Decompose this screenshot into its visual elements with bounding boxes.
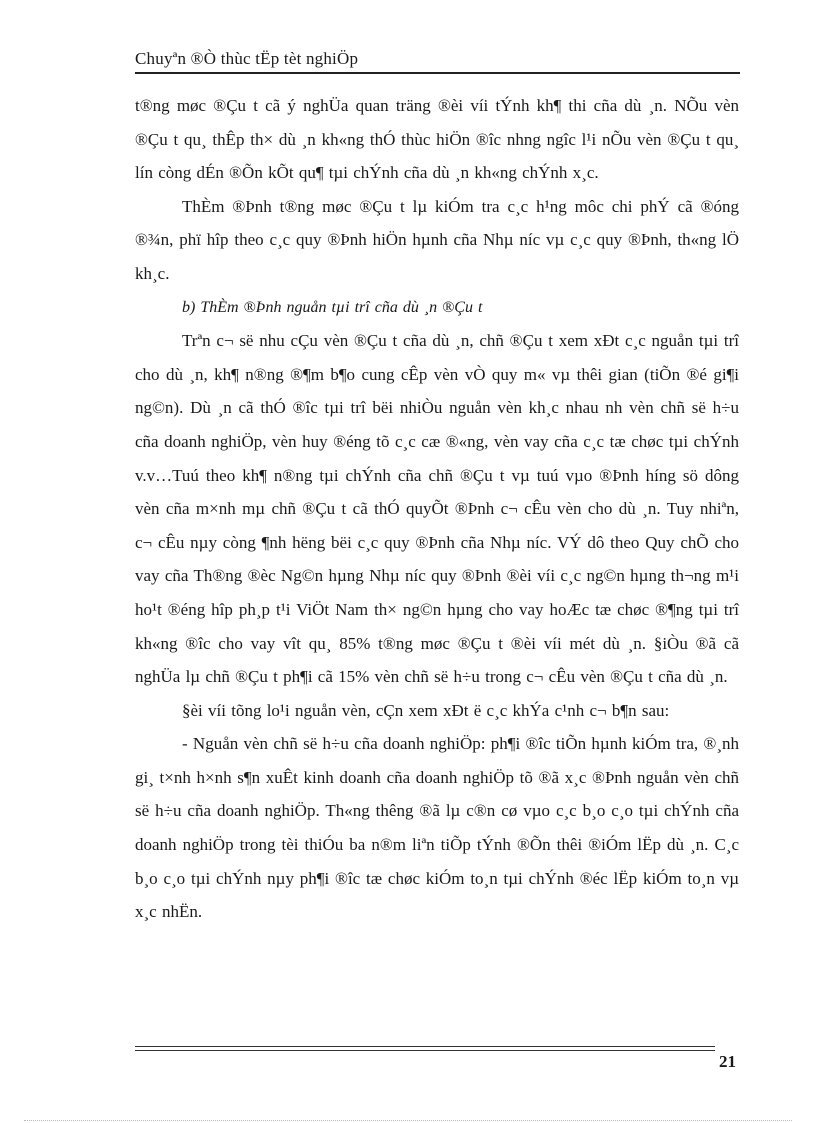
page-number: 21 [719, 1052, 736, 1071]
paragraph-2: ThÈm ®Þnh t®ng møc ®Çu t lµ kiÓm tra c¸c h¹ng môc chi phÝ cã ®óng ®¾n, phï hîp theo c¸c quy ®Þnh hiÖn hµnh cña Nhµ níc vµ c¸c quy ®Þnh, th«ng lÖ kh¸c. [135, 196, 739, 283]
section-heading: b) ThÈm ®Þnh nguån tµi trî cña dù ¸n ®Çu t [182, 298, 483, 316]
paragraph-3: Trªn c¬ së nhu cÇu vèn ®Çu t cña dù ¸n, chñ ®Çu t xem xÐt c¸c nguån tµi trî cho dù ¸n, kh¶ n®ng ®¶m b¶o cung cÊp vèn vÒ quy m« vµ thêi gian (tiÕn ®é gi¶i ng©n). Dù ¸n cã thÓ ®îc tµi trî bëi nhiÒu nguån vèn kh¸c nhau nh vèn chñ së h÷u cña doanh nghiÖp, vèn huy ®éng tõ c¸c cæ ®«ng, vèn vay cña c¸c tæ chøc tµi chÝnh v.v…Tuú theo kh¶ n®ng tµi chÝnh cña chñ ®Çu t vµ tuú vµo ®Þnh híng sö dông vèn cña m×nh mµ chñ ®Çu t cã thÓ quyÕt ®Þnh c¬ cÊu vèn cho dù ¸n. Tuy nhiªn, c¬ cÊu nµy còng ¶nh hëng bëi c¸c quy ®Þnh cña Nhµ níc. VÝ dô theo Quy chÕ cho vay cña Th®ng ®èc Ng©n hµng Nhµ níc quy ®Þnh ®èi víi c¸c ng©n hµng th¬ng m¹i ho¹t ®éng hîp ph¸p t¹i ViÖt Nam th× ng©n hµng cho vay hoÆc tæ chøc ®¶ng tµi trî kh«ng ®îc cho vay vît qu¸ 85% t®ng møc ®Çu t ®èi víi mét dù ¸n. §iÒu ®ã cã nghÜa lµ chñ ®Çu t ph¶i cã 15% vèn chñ së h÷u trong c¬ cÊu vèn ®Çu t cña dù ¸n. [135, 331, 739, 687]
document-body [135, 89, 739, 929]
header-title: Chuyªn ®Ò thùc tËp tèt nghiÖp [135, 49, 359, 68]
paragraph-4: §èi víi tõng lo¹i nguån vèn, cÇn xem xÐt ë c¸c khÝa c¹nh c¬ b¶n sau: [182, 700, 670, 720]
page-edge-divider [24, 1120, 792, 1121]
page-header [135, 48, 740, 74]
paragraph-5: - Nguån vèn chñ së h÷u cña doanh nghiÖp: ph¶i ®îc tiÕn hµnh kiÓm tra, ®¸nh gi¸ t×nh h×nh s¶n xuÊt kinh doanh cña doanh nghiÖp tõ ®ã x¸c ®Þnh nguån vèn chñ së h÷u cña doanh nghiÖp. Th«ng thêng ®ã lµ c®n cø vµo c¸c b¸o c¸o tµi chÝnh cña doanh nghiÖp trong tèi thiÓu ba n®m liªn tiÕp tÝnh ®Õn thêi ®iÓm lËp dù ¸n. C¸c b¸o c¸o tµi chÝnh nµy ph¶i ®îc tæ chøc kiÓm to¸n tµi chÝnh ®éc lËp kiÓm to¸n vµ x¸c nhËn. [135, 734, 739, 922]
footer-rule [135, 1046, 715, 1051]
paragraph-1: t®ng møc ®Çu t cã ý nghÜa quan träng ®èi víi tÝnh kh¶ thi cña dù ¸n. NÕu vèn ®Çu t qu¸ thÊp th× dù ¸n kh«ng thÓ thùc hiÖn ®îc nhng ngîc l¹i nÕu vèn ®Çu t qu¸ lín còng dÉn ®Õn kÕt qu¶ tµi chÝnh cña dù ¸n kh«ng chÝnh x¸c. [135, 96, 739, 183]
